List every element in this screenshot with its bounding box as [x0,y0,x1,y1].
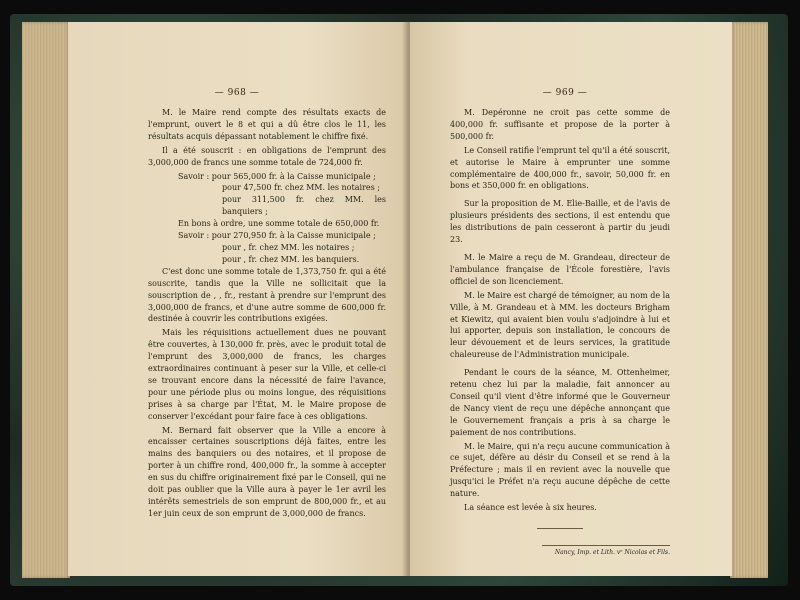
paragraph: Savoir : pour 565,000 fr. à la Caisse municipale ; [178,171,376,181]
paragraph: Le Conseil ratifie l'emprunt tel qu'il a été souscrit, et autorise le Maire à emprunter une somme complémentaire de 400,000 fr., savoir, 50,000 fr. en bons et 350,000 fr. en obligations. [450,145,670,191]
paragraph: pour , fr. chez MM. les banquiers. [222,254,360,264]
paragraph: M. le Maire rend compte des résultats exacts de l'emprunt, ouvert le 8 et qui a dû être clos le 11, les résultats acquis dépassant notablement le chiffre fixé. [148,108,386,141]
paragraph: M. le Maire, qui n'a reçu aucune communication à ce sujet, défère au désir du Conseil et se rend à la Préfecture ; mais il en revient avec la nouvelle que jusqu'ici le Préfet n'a reçu aucune dépêche de cette nature. [450,441,670,499]
paragraph: pour 311,500 fr. chez MM. les banquiers ; [222,195,386,217]
page-number-968: — 968 — [214,88,260,98]
paragraph: M. le Maire a reçu de M. Grandeau, directeur de l'ambulance française de l'École forestière, l'avis officiel de son licenciement. [450,252,670,286]
paragraph: Savoir : pour 270,950 fr. à la Caisse municipale ; [178,231,376,241]
left-page [68,22,410,576]
paragraph: Pendant le cours de la séance, M. Ottenheimer, retenu chez lui par la maladie, fait annoncer au Conseil qu'il vient d'être informé que le Gouverneur de Nancy vient de reçu une dépêche annonçant que le Gouvernement français a pris à sa charge le paiement de nos contributions. [450,368,670,437]
left-page-body [148,107,386,520]
paragraph: Mais les réquisitions actuellement dues ne pouvant être couvertes, à 130,000 fr. près, avec le produit total de l'emprunt des 3,000,000 de francs, les charges extraordinaires continuant à peser sur la Ville, et celle-ci se trouvant encore dans la nécessité de faire l'avance, pour une période plus ou moins longue, des réquisitions prises à sa charge par l'État, M. le Maire propose de conserver l'excédant pour faire face à ces obligations. [148,328,386,421]
paragraph: pour 47,500 fr. chez MM. les notaires ; [222,183,380,193]
paragraph: Il a été souscrit : en obligations de l'emprunt des 3,000,000 de francs une somme totale de 724,000 fr. [148,145,386,167]
closing-rule [537,528,583,529]
right-page [410,22,732,576]
paragraph: En bons à ordre, une somme totale de 650,000 fr. [178,219,380,229]
right-page-body [450,107,670,514]
paragraph: pour , fr. chez MM. les notaires ; [222,242,355,252]
paragraph: M. Depéronne ne croit pas cette somme de 400,000 fr. suffisante et propose de la porter à 500,000 fr. [450,108,670,141]
paragraph: M. Bernard fait observer que la Ville a encore à encaisser certaines souscriptions déjà faites, entre les mains des banquiers ou des notaires, et il propose de porter à un chiffre rond, 400,000 fr., la somme à accepter en sus du chiffre originairement fixé par le Conseil, qui ne doit pas oublier que la Ville aura à payer le 1er avril les intérêts semestriels de son emprunt de 800,000 fr., et au 1er juin ceux de son emprunt de 3,000,000 de francs. [148,425,386,518]
paragraph: La séance est levée à six heures. [464,503,597,513]
paragraph: Sur la proposition de M. Elie-Baille, et de l'avis de plusieurs présidents des sections, il est entendu que les distributions de pain cesseront à partir du jeudi 23. [450,199,670,245]
left-page-edges [22,22,70,578]
right-page-edges [730,22,768,578]
paragraph: M. le Maire est chargé de témoigner, au nom de la Ville, à M. Grandeau et à MM. les docteurs Brigham et Kiewitz, qui avaient bien voulu s'adjoindre à lui et lui apporter, depuis son installation, le concours de leur dévouement et de leurs services, la gratitude chaleureuse de l'Administration municipale. [450,290,670,360]
printer-imprint: Nancy, Imp. et Lith. vᵉ Nicolas et Fils. [542,545,670,556]
paragraph: C'est donc une somme totale de 1,373,750 fr. qui a été souscrite, tandis que la Ville ne sollicitait que la souscription de , , fr., restant à prendre sur l'emprunt des 3,000,000 de francs, et d'une autre somme de 600,000 fr. destinée à couvrir les contributions exigées. [148,266,386,324]
page-number-969: — 969 — [542,88,588,98]
